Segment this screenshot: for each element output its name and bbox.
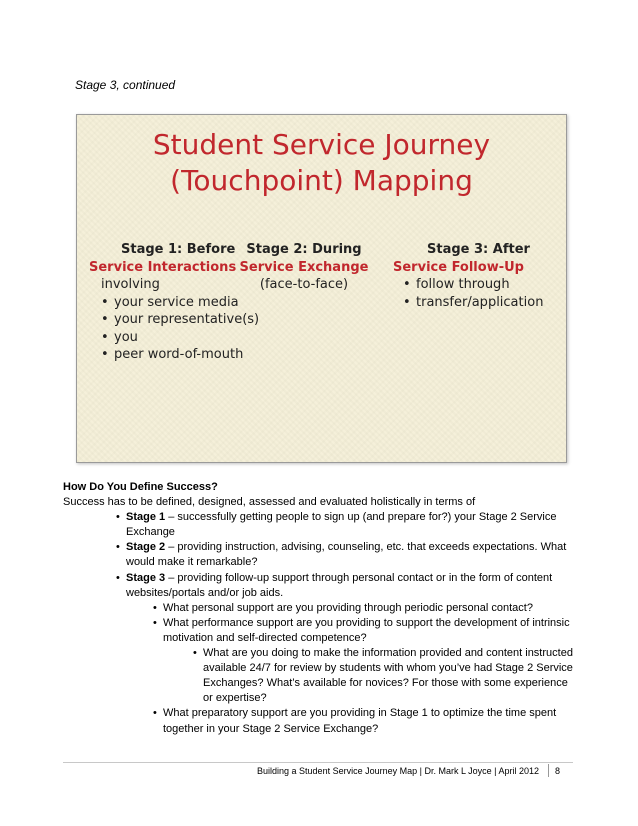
stage2-detail: (face-to-face) [259, 277, 349, 292]
stage3-subtitle: Service Follow-Up [393, 259, 524, 275]
list-item: • peer word-of-mouth [101, 346, 289, 364]
stage-list [63, 510, 573, 736]
stage1-intro: involving [101, 277, 160, 292]
stage1-heading: Stage 1: Before [121, 242, 236, 257]
list-item-stage1 [126, 510, 573, 540]
footer-text: Building a Student Service Journey Map | Dr. Mark L Joyce | April 2012 [257, 766, 539, 776]
stage2-subtitle: Service Exchange [239, 259, 369, 275]
list-item: • you [101, 329, 289, 347]
stage2-column [239, 241, 369, 294]
list-item: • transfer/application [403, 294, 563, 312]
body-text [63, 480, 573, 737]
page-number: 8 [555, 766, 561, 776]
stage1-text: – successfully getting people to sign up (and prepare for?) your Stage 2 Service Exchange [126, 511, 557, 539]
slide-title-line2: (Touchpoint) Mapping [170, 164, 473, 197]
stage3-text: – providing follow-up support through personal contact or in the form of content websites/portals and/or job aids. [126, 571, 553, 599]
section-title: How Do You Define Success? [63, 481, 218, 493]
stage3-list [393, 276, 563, 311]
stage1-list [89, 294, 289, 364]
stage3-column [393, 241, 563, 311]
stage3-label: Stage 3 [126, 571, 166, 584]
stage2-heading: Stage 2: During [246, 242, 362, 257]
list-item-stage3 [126, 571, 573, 601]
stage2-text: – providing instruction, advising, counseling, etc. that exceeds expectations. What would make it remarkable? [126, 541, 567, 569]
list-item: • your representative(s) [101, 311, 289, 329]
journey-slide-image [76, 114, 567, 463]
footer-divider [63, 762, 573, 763]
stage-heading: Stage 3, continued [75, 78, 176, 92]
list-item: • follow through [403, 276, 563, 294]
list-item-q1: • What personal support are you providing through periodic personal contact? [163, 601, 573, 616]
stage1-label: Stage 1 [126, 511, 166, 524]
list-item-q3: • What preparatory support are you providing in Stage 1 to optimize the time spent together in your Stage 2 Service Exchange? [163, 706, 573, 736]
stage3-heading: Stage 3: After [427, 242, 530, 257]
list-item-stage2 [126, 540, 573, 570]
list-item: • your service media [101, 294, 289, 312]
footer-separator [548, 764, 549, 777]
list-item-q2: • What performance support are you providing to support the development of intrinsic motivation and self-directed competence? [163, 616, 573, 646]
slide-title-line1: Student Service Journey [152, 128, 491, 161]
stage2-label: Stage 2 [126, 541, 166, 554]
intro-paragraph: Success has to be defined, designed, assessed and evaluated holistically in terms of [63, 496, 476, 509]
list-item-q2a: • What are you doing to make the information provided and content instructed available 24/7 for review by students with whom you’ve had Stage 2 Service Exchanges? What’s available for novices? For those with some experience or expertise? [203, 646, 573, 706]
stage1-subtitle: Service Interactions [89, 259, 237, 275]
